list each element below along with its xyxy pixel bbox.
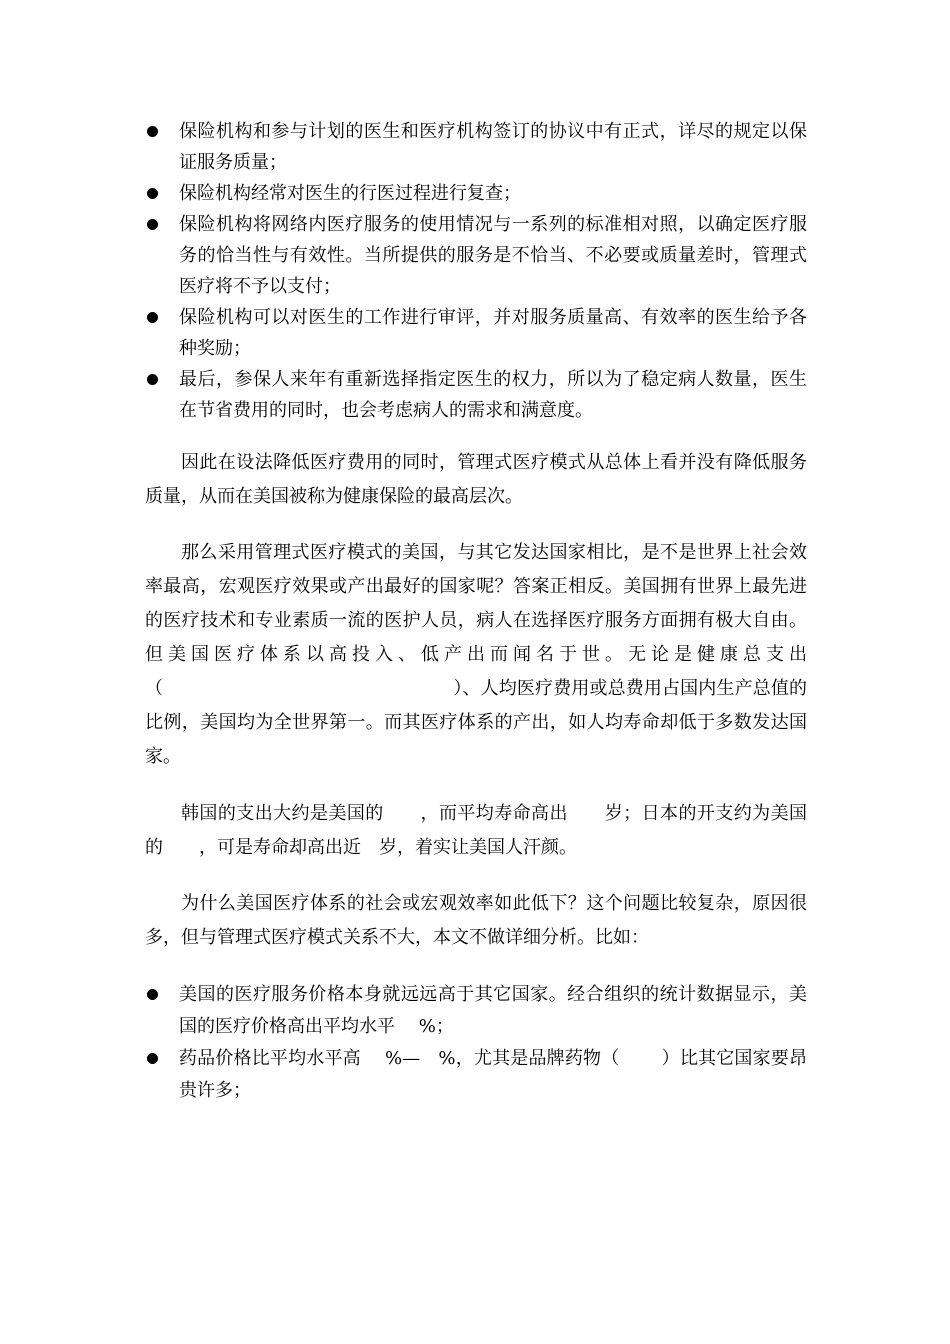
list-item-text: 保险机构经常对医生的行医过程进行复查； xyxy=(179,183,521,204)
bullet-dot-icon xyxy=(147,312,158,323)
list-item-text: 保险机构可以对医生的工作进行审评，并对服务质量高、有效率的医生给予各种奖励； xyxy=(179,307,807,359)
spacer xyxy=(145,774,807,797)
list-item xyxy=(145,178,807,209)
list-item xyxy=(145,302,807,364)
list-item xyxy=(145,1043,807,1107)
list-item xyxy=(145,116,807,178)
paragraph-us-comparison: 那么采用管理式医疗模式的美国，与其它发达国家相比，是不是世界上社会效率最高，宏观医疗效果或产出最好的国家呢？答案正相反。美国拥有世界上最先进的医疗技术和专业素质一流的医护人员，病人在选择医疗服务方面拥有极大自由。但美国医疗体系以高投入、低产出而闻名于世。无论是健康总支出（ ）、人均医疗费用或总费用占国内生产总值的比例，美国均为全世界第一。而其医疗体系的产出，如人均寿命却低于多数发达国家。 xyxy=(145,542,807,767)
bullet-dot-icon xyxy=(147,374,158,385)
paragraph-why: 为什么美国医疗体系的社会或宏观效率如此低下？这个问题比较复杂，原因很多，但与管理式医疗模式关系不大，本文不做详细分析。比如： xyxy=(145,893,807,948)
bullet-list-bottom xyxy=(145,979,807,1107)
paragraph-korea-japan: 韩国的支出大约是美国的 ，而平均寿命高出 岁；日本的开支约为美国的 ，可是寿命却高出近 岁，着实让美国人汗颜。 xyxy=(145,803,807,858)
bullet-dot-icon xyxy=(147,989,158,1000)
list-item-text: 美国的医疗服务价格本身就远远高于其它国家。经合组织的统计数据显示，美国的医疗价格高出平均水平 %； xyxy=(179,984,807,1037)
bullet-dot-icon xyxy=(147,126,158,137)
paragraph-conclusion: 因此在设法降低医疗费用的同时，管理式医疗模式从总体上看并没有降低服务质量，从而在美国被称为健康保险的最高层次。 xyxy=(145,452,807,507)
bullet-dot-icon xyxy=(147,188,158,199)
list-item xyxy=(145,979,807,1043)
spacer xyxy=(145,955,807,979)
list-item-text: 最后，参保人来年有重新选择指定医生的权力，所以为了稳定病人数量，医生在节省费用的同时，也会考虑病人的需求和满意度。 xyxy=(179,369,807,421)
bullet-list-top xyxy=(145,116,807,426)
document-page xyxy=(145,116,807,1107)
bullet-dot-icon xyxy=(147,219,158,230)
list-item-text: 保险机构将网络内医疗服务的使用情况与一系列的标准相对照，以确定医疗服务的恰当性与有效性。当所提供的服务是不恰当、不必要或质量差时，管理式医疗将不予以支付； xyxy=(179,214,807,297)
list-item-text: 保险机构和参与计划的医生和医疗机构签订的协议中有正式，详尽的规定以保证服务质量； xyxy=(179,121,807,173)
spacer xyxy=(145,865,807,887)
bullet-dot-icon xyxy=(147,1053,158,1064)
list-item xyxy=(145,364,807,426)
list-item xyxy=(145,209,807,302)
spacer xyxy=(145,426,807,446)
spacer xyxy=(145,514,807,536)
list-item-text: 药品价格比平均水平高 %— %，尤其是品牌药物（ ）比其它国家要昂贵许多； xyxy=(179,1048,807,1101)
